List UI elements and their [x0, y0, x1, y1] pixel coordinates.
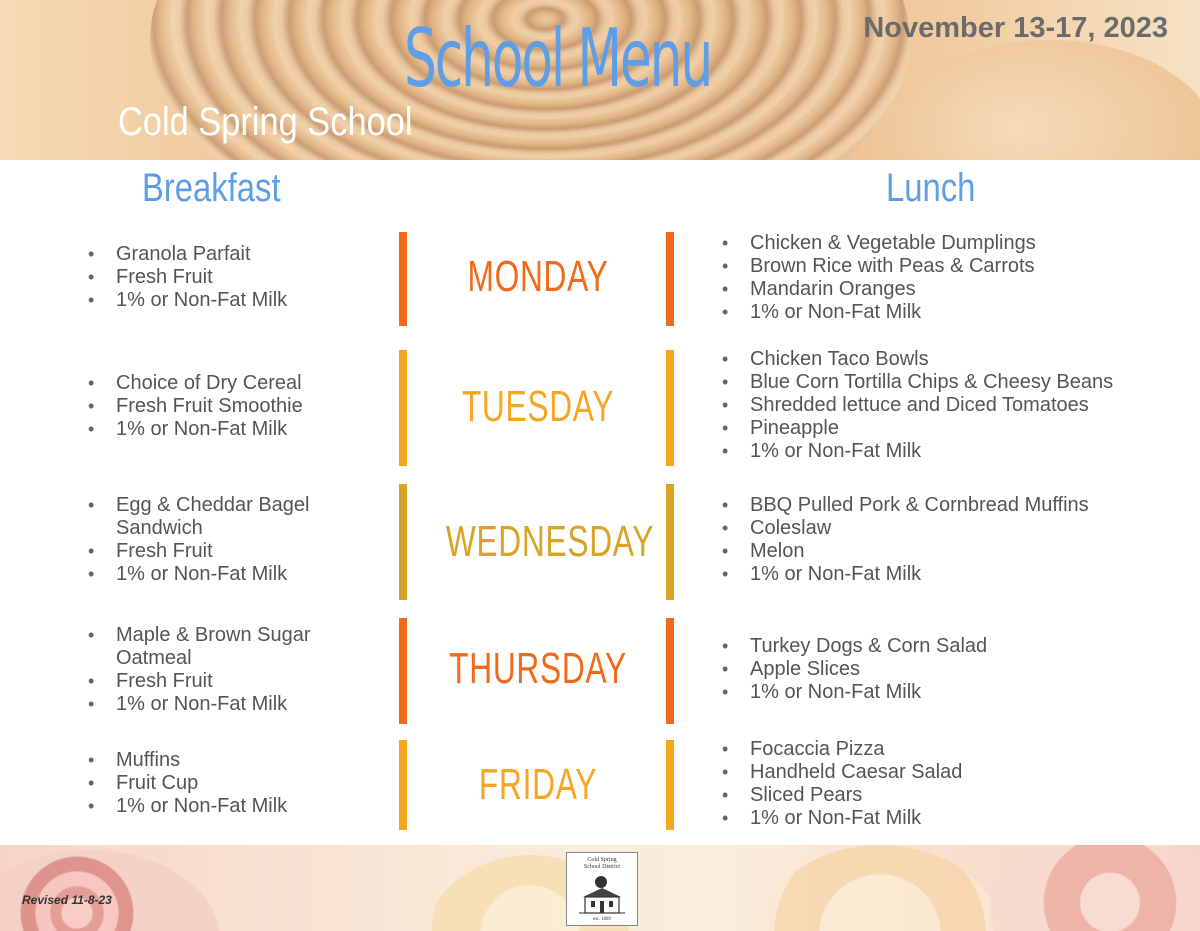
school-name: Cold Spring School [118, 100, 413, 144]
divider-bar [399, 740, 407, 830]
list-item: • Granola Parfait [88, 243, 368, 266]
list-item: • Turkey Dogs & Corn Salad [722, 635, 1192, 658]
list-item: • 1% or Non-Fat Milk [722, 301, 1192, 324]
list-item: • Blue Corn Tortilla Chips & Cheesy Beans [722, 371, 1192, 394]
list-item: • Fresh Fruit Smoothie [88, 395, 368, 418]
divider-bar [399, 350, 407, 466]
list-item: • 1% or Non-Fat Milk [88, 563, 368, 586]
logo-est: est. 1889 [592, 917, 612, 922]
page-title: School Menu [404, 12, 712, 105]
list-item: • Handheld Caesar Salad [722, 761, 1192, 784]
logo-line-1: Cold Spring [587, 857, 617, 863]
divider-bar [399, 484, 407, 600]
list-item: • Shredded lettuce and Diced Tomatoes [722, 394, 1192, 417]
list-item: • 1% or Non-Fat Milk [88, 795, 368, 818]
district-logo [566, 852, 638, 926]
day-row-wednesday [0, 484, 1200, 600]
lunch-list [722, 635, 1192, 704]
divider-bar [666, 740, 674, 830]
breakfast-list [88, 243, 368, 312]
day-row-tuesday [0, 348, 1200, 466]
lunch-heading: Lunch [886, 166, 976, 210]
breakfast-list [88, 624, 368, 716]
list-item: • Choice of Dry Cereal [88, 372, 368, 395]
revised-note: Revised 11-8-23 [22, 893, 112, 907]
lunch-list [722, 232, 1192, 324]
list-item: • Fresh Fruit [88, 266, 368, 289]
list-item: • Mandarin Oranges [722, 278, 1192, 301]
list-item: • 1% or Non-Fat Milk [722, 807, 1192, 830]
day-label: FRIDAY [478, 760, 598, 809]
header-banner [0, 0, 1200, 160]
day-label: TUESDAY [461, 382, 615, 431]
lunch-list [722, 738, 1192, 830]
list-item: • Coleslaw [722, 517, 1192, 540]
list-item: • Pineapple [722, 417, 1192, 440]
list-item: • Muffins [88, 749, 368, 772]
divider-bar [666, 232, 674, 326]
list-item: • 1% or Non-Fat Milk [722, 681, 1192, 704]
list-item: • BBQ Pulled Pork & Cornbread Muffins [722, 494, 1192, 517]
list-item: • Fresh Fruit [88, 540, 368, 563]
list-item: • 1% or Non-Fat Milk [88, 418, 368, 441]
day-row-friday [0, 740, 1200, 832]
list-item: • 1% or Non-Fat Milk [722, 563, 1192, 586]
lunch-list [722, 348, 1192, 463]
divider-bar [666, 618, 674, 724]
list-item: • Melon [722, 540, 1192, 563]
divider-bar [666, 484, 674, 600]
divider-bar [666, 350, 674, 466]
day-row-monday [0, 232, 1200, 326]
list-item: • Fruit Cup [88, 772, 368, 795]
breakfast-heading: Breakfast [142, 166, 281, 210]
list-item: • Maple & Brown Sugar Oatmeal [88, 624, 368, 670]
list-item: • Focaccia Pizza [722, 738, 1192, 761]
day-label: WEDNESDAY [445, 517, 655, 566]
divider-bar [399, 618, 407, 724]
breakfast-list [88, 749, 368, 818]
list-item: • 1% or Non-Fat Milk [722, 440, 1192, 463]
day-label: MONDAY [467, 252, 609, 301]
list-item: • Chicken Taco Bowls [722, 348, 1192, 371]
list-item: • Egg & Cheddar Bagel Sandwich [88, 494, 368, 540]
day-row-thursday [0, 618, 1200, 724]
list-item: • Fresh Fruit [88, 670, 368, 693]
date-range: November 13-17, 2023 [863, 12, 1168, 44]
lunch-list [722, 494, 1192, 586]
breakfast-list [88, 494, 368, 586]
list-item: • 1% or Non-Fat Milk [88, 693, 368, 716]
list-item: • 1% or Non-Fat Milk [88, 289, 368, 312]
list-item: • Brown Rice with Peas & Carrots [722, 255, 1192, 278]
list-item: • Apple Slices [722, 658, 1192, 681]
list-item: • Sliced Pears [722, 784, 1192, 807]
divider-bar [399, 232, 407, 326]
list-item: • Chicken & Vegetable Dumplings [722, 232, 1192, 255]
logo-line-2: School District [583, 864, 621, 870]
breakfast-list [88, 372, 368, 441]
schoolhouse-icon [577, 873, 627, 923]
day-label: THURSDAY [449, 644, 627, 693]
